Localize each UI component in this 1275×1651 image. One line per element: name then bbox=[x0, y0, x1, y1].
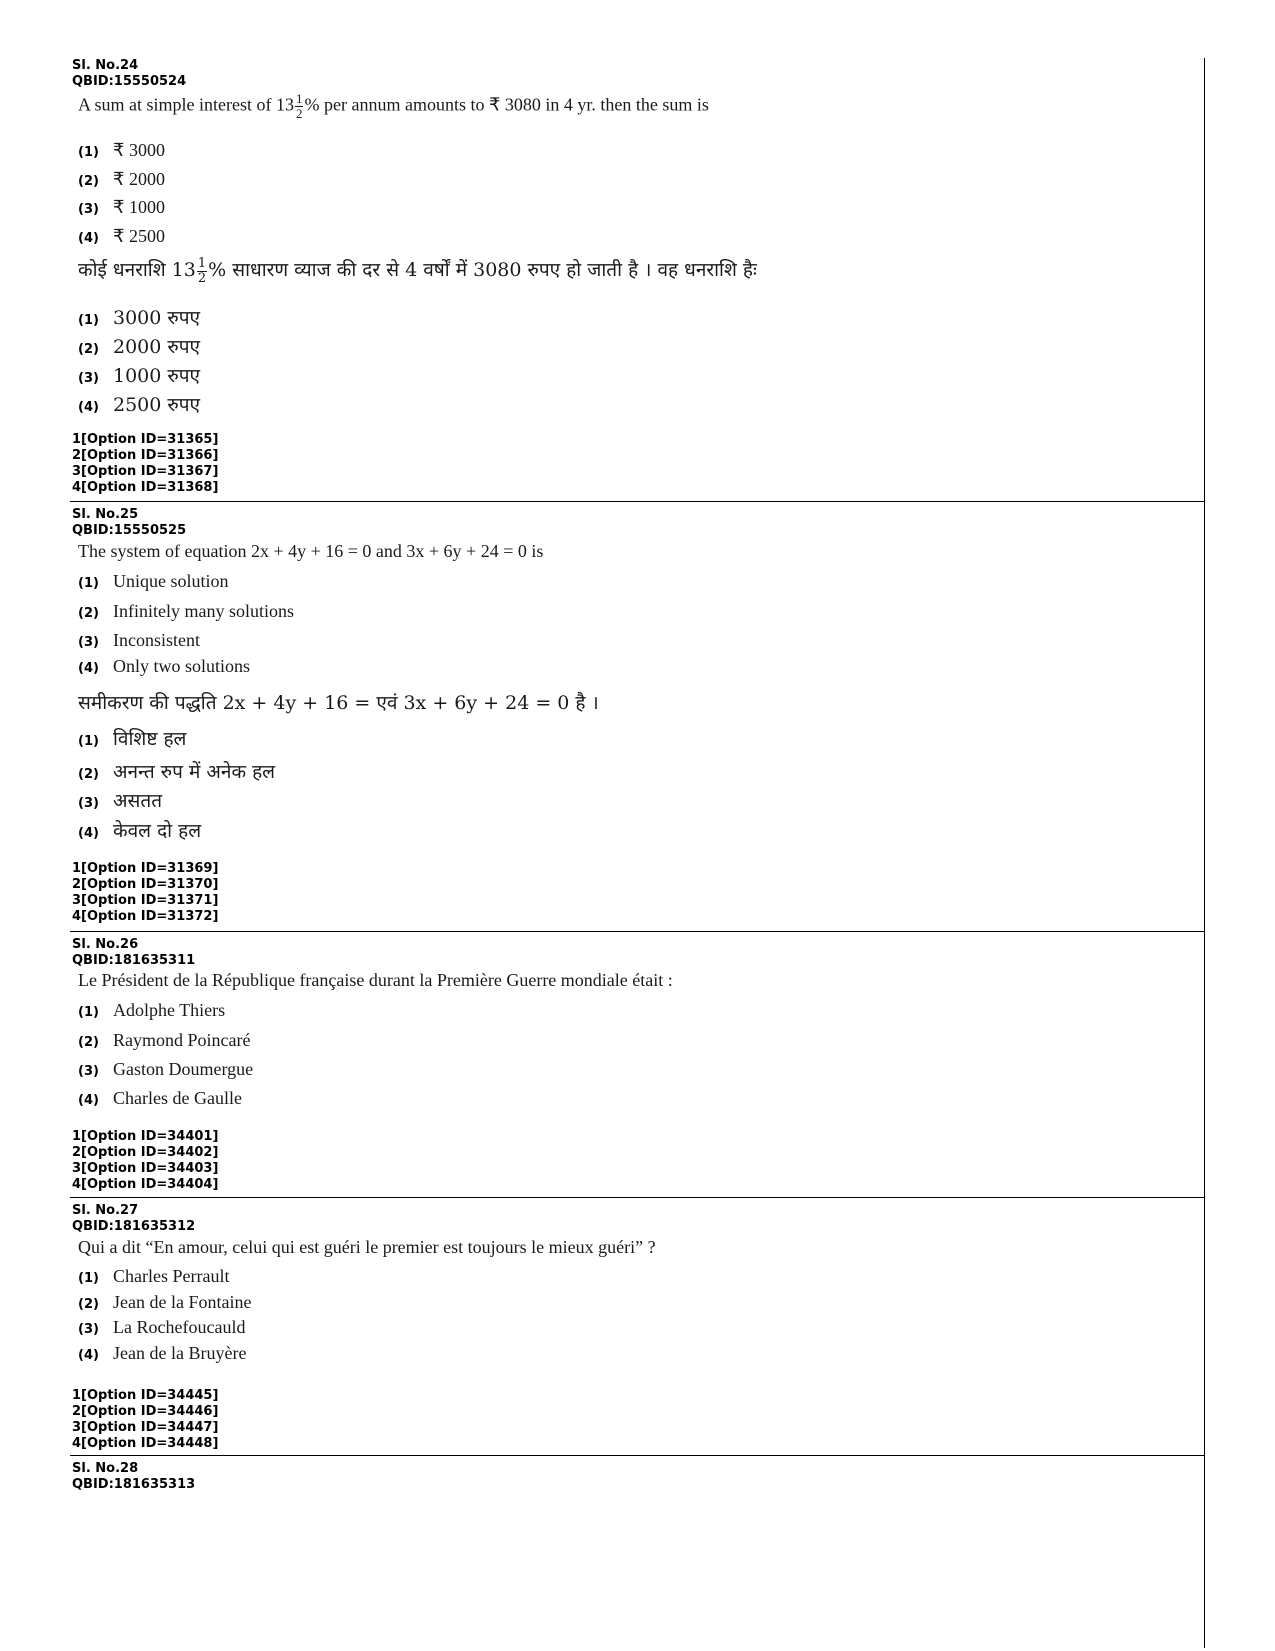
question-text-hi: समीकरण की पद्धति 2x + 4y + 16 = एवं 3x + 6y + 24 = 0 है । bbox=[78, 692, 599, 714]
option-id: 2[Option ID=31366] bbox=[72, 448, 219, 463]
option-item: (4) 2500 रुपए bbox=[78, 394, 201, 416]
question-text-hi: कोई धनराशि 13 $\frac{1}{2}$ % साधारण व्याज की दर से 4 वर्षों में 3080 रुपए हो जाती है । वह धनराशि हैः bbox=[78, 255, 757, 286]
option-id-list bbox=[72, 432, 218, 496]
option-item: (1) Charles Perrault bbox=[78, 1266, 230, 1286]
option-item: (1) Adolphe Thiers bbox=[78, 1000, 226, 1020]
option-id: 4[Option ID=34448] bbox=[72, 1436, 219, 1451]
option-item: (2) Raymond Poincaré bbox=[78, 1030, 251, 1050]
option-item: (1) Unique solution bbox=[78, 571, 229, 591]
option-id: 4[Option ID=31368] bbox=[72, 480, 219, 495]
option-id: 2[Option ID=34446] bbox=[72, 1404, 219, 1419]
question-text-en: The system of equation 2x + 4y + 16 = 0 and 3x + 6y + 24 = 0 is bbox=[78, 541, 544, 561]
divider bbox=[70, 1197, 1204, 1198]
option-id: 1[Option ID=31365] bbox=[72, 432, 219, 447]
fraction: $\frac{1}{2}$ bbox=[295, 91, 303, 121]
fraction: $\frac{1}{2}$ bbox=[197, 255, 207, 286]
option-item: (3) 1000 रुपए bbox=[78, 365, 201, 387]
divider bbox=[70, 1455, 1204, 1456]
question-text-en: Qui a dit “En amour, celui qui est guéri le premier est toujours le mieux guéri” ? bbox=[78, 1237, 656, 1257]
option-item: (3) La Rochefoucauld bbox=[78, 1317, 246, 1337]
qbid: QBID:181635311 bbox=[72, 953, 196, 968]
question-block bbox=[72, 1461, 1204, 1493]
option-id: 4[Option ID=34404] bbox=[72, 1177, 219, 1192]
option-item: (2) अनन्त रुप में अनेक हल bbox=[78, 761, 276, 783]
option-item: (2) Infinitely many solutions bbox=[78, 601, 294, 621]
option-item: (4) Only two solutions bbox=[78, 656, 251, 676]
serial-number: Sl. No.25 bbox=[72, 507, 139, 522]
serial-number: Sl. No.24 bbox=[72, 58, 139, 73]
serial-number: Sl. No.28 bbox=[72, 1461, 139, 1476]
option-id: 3[Option ID=34403] bbox=[72, 1161, 219, 1176]
option-item: (3) असतत bbox=[78, 790, 163, 812]
option-item: (3) Inconsistent bbox=[78, 630, 200, 650]
option-item: (4) Charles de Gaulle bbox=[78, 1088, 242, 1108]
option-item: (2) Jean de la Fontaine bbox=[78, 1292, 252, 1312]
qbid: QBID:181635312 bbox=[72, 1219, 196, 1234]
option-item: (3) ₹ 1000 bbox=[78, 197, 165, 217]
question-block bbox=[72, 937, 1204, 1192]
option-item: (4) ₹ 2500 bbox=[78, 226, 165, 246]
option-id: 3[Option ID=31371] bbox=[72, 893, 219, 908]
divider bbox=[70, 931, 1204, 932]
qbid: QBID:181635313 bbox=[72, 1477, 196, 1492]
option-id: 2[Option ID=34402] bbox=[72, 1145, 219, 1160]
option-item: (4) Jean de la Bruyère bbox=[78, 1343, 247, 1363]
option-id-list bbox=[72, 861, 218, 925]
option-item: (2) 2000 रुपए bbox=[78, 336, 201, 358]
option-id: 2[Option ID=31370] bbox=[72, 877, 219, 892]
question-text-en: Le Président de la République française durant la Première Guerre mondiale était : bbox=[78, 970, 673, 990]
option-item: (1) विशिष्ट हल bbox=[78, 728, 187, 750]
question-block bbox=[72, 507, 1204, 924]
option-id: 1[Option ID=34401] bbox=[72, 1129, 219, 1144]
question-paper-page bbox=[72, 58, 1205, 1648]
option-id: 1[Option ID=34445] bbox=[72, 1388, 219, 1403]
option-id-list bbox=[72, 1388, 218, 1452]
option-item: (2) ₹ 2000 bbox=[78, 169, 165, 189]
option-id: 4[Option ID=31372] bbox=[72, 909, 219, 924]
option-id: 3[Option ID=34447] bbox=[72, 1420, 219, 1435]
serial-number: Sl. No.26 bbox=[72, 937, 139, 952]
question-text-en: A sum at simple interest of 13 $\frac{1}{2}$ % per annum amounts to ₹ 3080 in 4 yr. then the sum is bbox=[78, 91, 709, 121]
question-block bbox=[72, 1203, 1204, 1451]
option-id: 3[Option ID=31367] bbox=[72, 464, 219, 479]
qbid: QBID:15550525 bbox=[72, 523, 187, 538]
qbid: QBID:15550524 bbox=[72, 74, 187, 89]
option-item: (3) Gaston Doumergue bbox=[78, 1059, 254, 1079]
option-id-list bbox=[72, 1129, 218, 1193]
option-item: (1) 3000 रुपए bbox=[78, 307, 201, 329]
divider bbox=[70, 501, 1204, 502]
question-block bbox=[72, 58, 1204, 495]
option-item: (4) केवल दो हल bbox=[78, 820, 202, 842]
serial-number: Sl. No.27 bbox=[72, 1203, 139, 1218]
option-id: 1[Option ID=31369] bbox=[72, 861, 219, 876]
option-item: (1) ₹ 3000 bbox=[78, 140, 165, 160]
